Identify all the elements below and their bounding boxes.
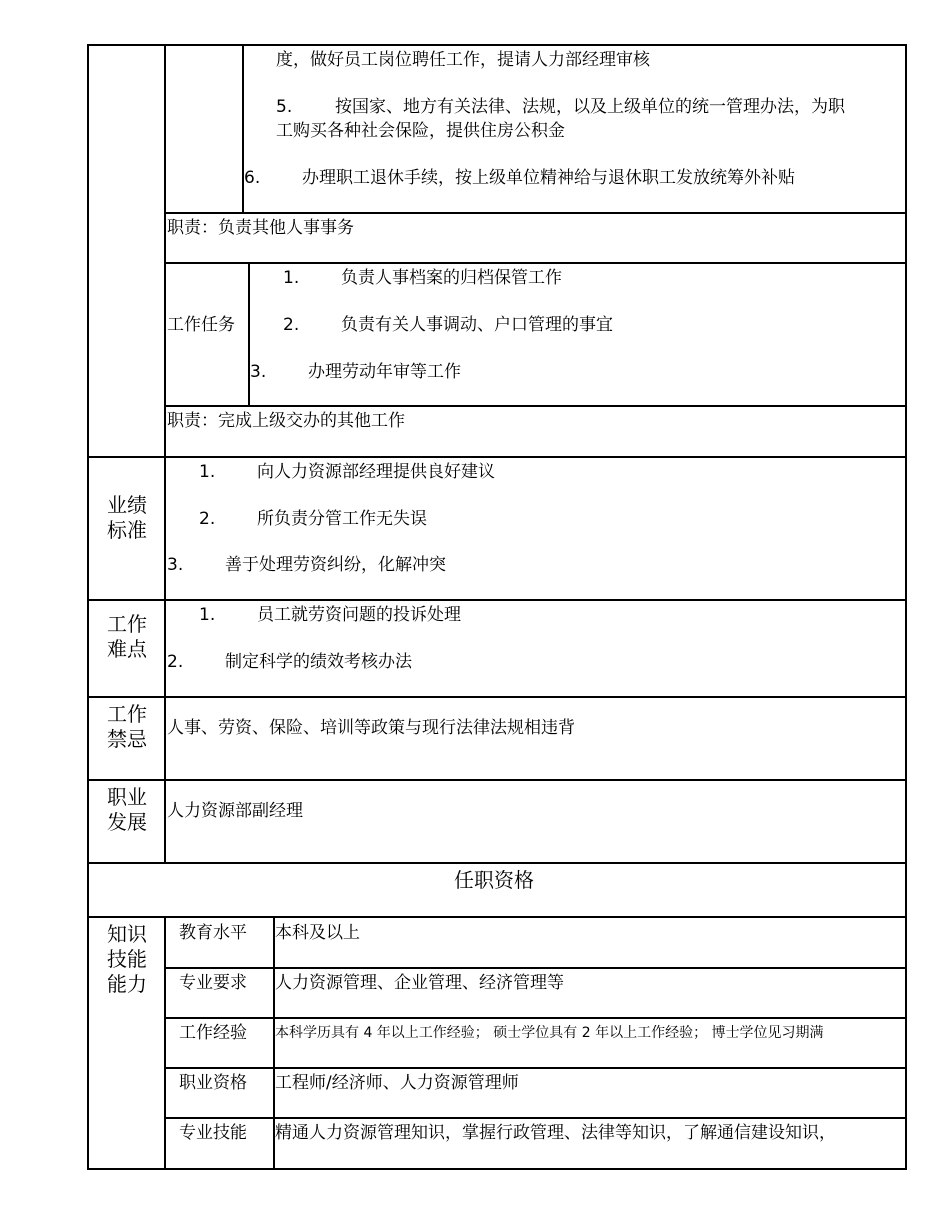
rule-after-duty-other <box>165 262 907 264</box>
qualifications-label-line2: 技能 <box>107 947 147 971</box>
rule-task-label-col <box>248 262 250 405</box>
performance-label-line2: 标准 <box>107 518 147 542</box>
task-continuation-line: 度，做好员工岗位聘任工作，提请人力部经理审核 <box>276 50 650 70</box>
qualifications-title: 任职资格 <box>454 868 534 892</box>
career-text: 人力资源部副经理 <box>167 801 303 821</box>
duty-superior-tasks: 职责：完成上级交办的其他工作 <box>167 411 405 431</box>
performance-item-2-number: 2. <box>199 509 216 529</box>
difficulty-item-1-text: 员工就劳资问题的投诉处理 <box>257 605 461 625</box>
rule-qual-row-4 <box>165 1117 907 1119</box>
qual-row-label: 专业要求 <box>179 973 247 993</box>
rule-qual-row-2 <box>165 1017 907 1019</box>
task-item-6-text: 办理职工退休手续，按上级单位精神给与退休职工发放统筹外补贴 <box>302 168 795 188</box>
career-label <box>97 785 157 835</box>
task-item-5-text-cont: 工购买各种社会保险，提供住房公积金 <box>276 121 565 141</box>
qual-row-label: 职业资格 <box>179 1073 247 1093</box>
rule-after-task-block <box>165 212 907 214</box>
qualifications-label-line1: 知识 <box>107 922 147 946</box>
rule-after-performance <box>87 599 907 601</box>
work-task-1-text: 负责人事档案的归档保管工作 <box>341 268 562 288</box>
performance-item-1-text: 向人力资源部经理提供良好建议 <box>257 462 495 482</box>
difficulty-item-2-number: 2. <box>167 652 184 672</box>
duty-other-personnel: 职责：负责其他人事事务 <box>167 218 354 238</box>
performance-label <box>97 493 157 543</box>
task-item-5-text: 按国家、地方有关法律、法规，以及上级单位的统一管理办法，为职 <box>335 97 845 117</box>
qual-row-value: 本科及以上 <box>275 923 360 943</box>
rule-after-taboos <box>87 779 907 781</box>
qualifications-label-line3: 能力 <box>107 972 147 996</box>
work-task-3-text: 办理劳动年审等工作 <box>308 362 461 382</box>
performance-item-3-text: 善于处理劳资纠纷，化解冲突 <box>225 555 446 575</box>
qual-row-label: 工作经验 <box>179 1023 247 1043</box>
rule-label-column-qual <box>164 916 166 1170</box>
rule-after-work-tasks <box>165 405 907 407</box>
rule-after-duty-superior <box>87 456 907 458</box>
difficulties-label <box>97 612 157 662</box>
qual-row-label: 教育水平 <box>179 923 247 943</box>
qual-row-value: 精通人力资源管理知识，掌握行政管理、法律等知识，了解通信建设知识， <box>275 1123 836 1143</box>
taboos-text: 人事、劳资、保险、培训等政策与现行法律法规相违背 <box>167 718 575 738</box>
rule-after-qualification-title <box>87 916 907 918</box>
rule-after-career <box>87 862 907 864</box>
difficulty-item-2-text: 制定科学的绩效考核办法 <box>225 652 412 672</box>
qual-row-value: 工程师/经济师、人力资源管理师 <box>275 1073 519 1093</box>
work-task-3-number: 3. <box>250 362 267 382</box>
career-label-line2: 发展 <box>107 810 147 834</box>
work-tasks-label: 工作任务 <box>167 315 235 335</box>
taboos-label-line1: 工作 <box>107 702 147 726</box>
rule-qual-row-1 <box>165 967 907 969</box>
taboos-label <box>97 702 157 752</box>
qual-row-value: 人力资源管理、企业管理、经济管理等 <box>275 973 564 993</box>
work-task-1-number: 1. <box>283 268 300 288</box>
performance-item-3-number: 3. <box>167 555 184 575</box>
task-item-6-number: 6. <box>244 168 261 188</box>
career-label-line1: 职业 <box>107 785 147 809</box>
performance-item-2-text: 所负责分管工作无失误 <box>257 509 427 529</box>
qualifications-label <box>97 922 157 997</box>
difficulty-item-1-number: 1. <box>199 605 216 625</box>
task-item-5-number: 5. <box>276 97 293 117</box>
taboos-label-line2: 禁忌 <box>107 727 147 751</box>
work-task-2-number: 2. <box>283 315 300 335</box>
rule-label-column <box>164 44 166 862</box>
rule-after-difficulties <box>87 696 907 698</box>
qual-row-label: 专业技能 <box>179 1123 247 1143</box>
difficulties-label-line1: 工作 <box>107 612 147 636</box>
work-task-2-text: 负责有关人事调动、户口管理的事宜 <box>341 315 613 335</box>
rule-qual-row-3 <box>165 1067 907 1069</box>
difficulties-label-line2: 难点 <box>107 637 147 661</box>
performance-label-line1: 业绩 <box>107 493 147 517</box>
performance-item-1-number: 1. <box>199 462 216 482</box>
qual-row-value: 本科学历具有 4 年以上工作经验； 硕士学位具有 2 年以上工作经验； 博士学位见习期满 <box>275 1025 824 1041</box>
